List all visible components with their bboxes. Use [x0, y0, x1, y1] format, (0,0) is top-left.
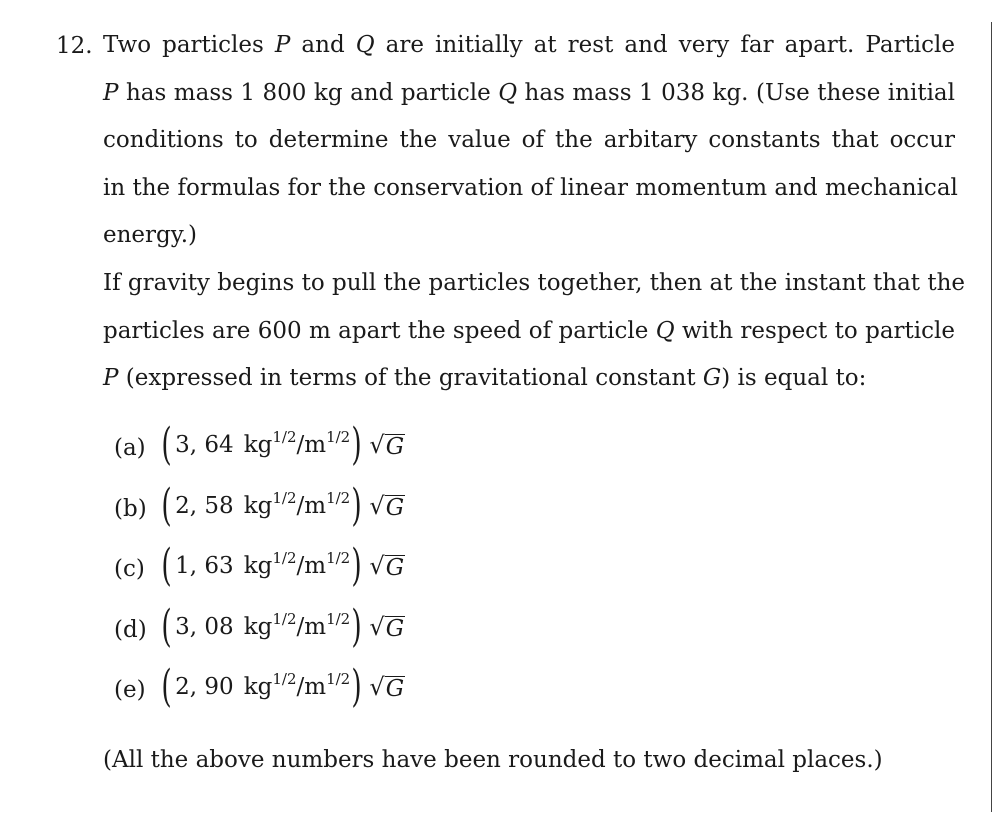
option-expression [160, 481, 405, 531]
option-unit: $kg^{1/2}/m^{1/2}$ [243, 609, 351, 640]
stem-line: conditions to determine the value of the arbitary constants that occur [103, 127, 955, 154]
option-value: 3, 64 [175, 432, 234, 458]
option-unit: $kg^{1/2}/m^{1/2}$ [243, 488, 351, 519]
option-unit: $kg^{1/2}/m^{1/2}$ [243, 549, 351, 579]
page-margin-rule [991, 22, 992, 812]
right-paren: ) [351, 600, 362, 652]
stem-line: If gravity begins to pull the particles together, then at the instant that the [103, 269, 966, 296]
option-label: (e) [114, 677, 146, 703]
sqrt-g: √ G [369, 431, 405, 460]
sqrt-g: √ G [369, 673, 405, 702]
option-expression [160, 420, 405, 470]
option-expression [160, 662, 405, 712]
stem-line: particles are 600 m apart the speed of particle Q with respect to particle [103, 317, 955, 344]
left-paren: ( [161, 661, 172, 712]
right-paren: ) [351, 479, 362, 531]
right-paren: ) [351, 661, 362, 712]
option-label: (a) [114, 435, 146, 461]
option-label: (b) [114, 495, 147, 522]
right-paren: ) [351, 540, 362, 591]
option-label: (c) [114, 556, 145, 582]
option-unit: $kg^{1/2}/m^{1/2}$ [243, 428, 351, 458]
stem-line: energy.) [103, 222, 197, 249]
stem-line: P (expressed in terms of the gravitational constant G) is equal to: [103, 365, 867, 392]
rounding-note: (All the above numbers have been rounded to two decimal places.) [103, 747, 883, 773]
left-paren: ( [161, 600, 172, 652]
right-paren: ) [351, 419, 362, 470]
option-expression [160, 541, 405, 591]
option-label: (d) [114, 616, 147, 643]
sqrt-g: √ G [369, 491, 405, 521]
option-value: 2, 90 [175, 674, 234, 700]
option-unit: $kg^{1/2}/m^{1/2}$ [243, 670, 351, 700]
left-paren: ( [161, 479, 172, 531]
left-paren: ( [161, 540, 172, 591]
option-expression [160, 602, 405, 652]
question-number: 12. [56, 33, 93, 59]
left-paren: ( [161, 419, 172, 470]
stem-line: in the formulas for the conservation of linear momentum and mechanical [103, 174, 958, 201]
option-value: 3, 08 [175, 613, 234, 640]
option-value: 1, 63 [175, 553, 234, 579]
sqrt-g: √ G [369, 612, 405, 642]
stem-line: Two particles P and Q are initially at rest and very far apart. Particle [103, 32, 956, 58]
stem-line: P has mass 1 800 kg and particle Q has mass 1 038 kg. (Use these initial [103, 79, 956, 106]
option-value: 2, 58 [175, 492, 234, 519]
sqrt-g: √ G [369, 552, 405, 581]
question-stem [103, 22, 966, 403]
